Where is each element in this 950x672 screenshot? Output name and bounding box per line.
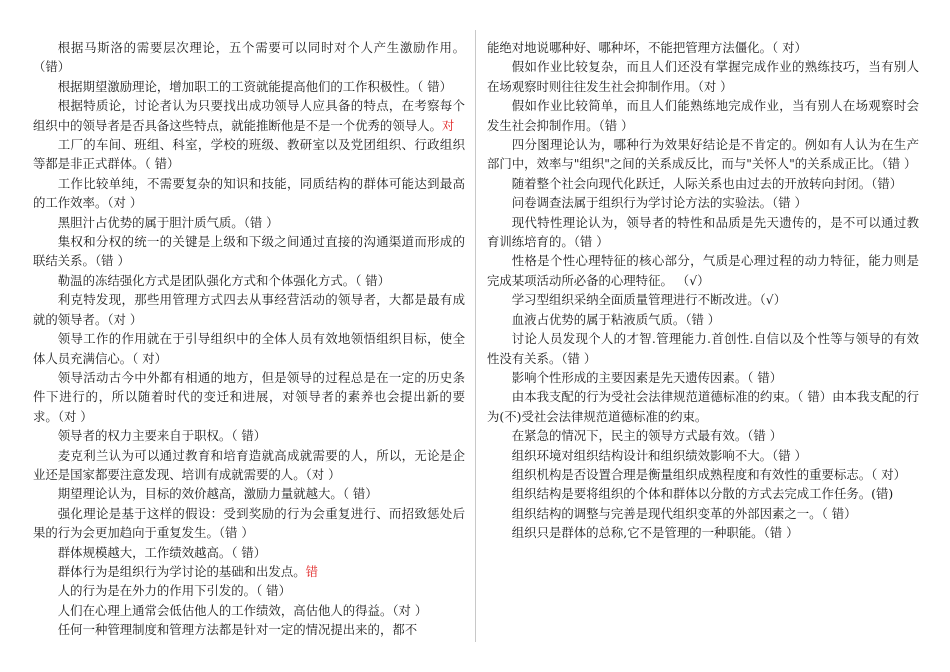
statement-text: 根据特质论，讨论者认为只要找出成功领导人应具备的特点，在考察每个组织中的领导者是否具备这些特点，就能推断他是不是一个优秀的领导人。 — [33, 98, 465, 133]
statement-text: 集权和分权的统一的关键是上级和下级之间通过直接的沟通渠道而形成的联结关系。（错 ） — [33, 234, 465, 269]
statement-paragraph — [33, 329, 465, 368]
statement-paragraph — [487, 290, 919, 309]
statement-text: 任何一种管理制度和管理方法都是针对一定的情况提出来的，都不 — [57, 622, 418, 638]
statement-text: 工厂的车间、班组、科室，学校的班级、教研室以及党团组织、行政组织等都是非正式群体。（ 错） — [33, 137, 465, 172]
statement-text: 勒温的冻结强化方式是团队强化方式和个体强化方式。（ 错） — [57, 272, 391, 288]
statement-text: 在紧急的情况下，民主的领导方式最有效。（错 ） — [511, 428, 783, 444]
statement-text: 组织机构是否设置合理是衡量组织成熟程度和有效性的重要标志。（ 对） — [511, 466, 907, 482]
statement-text: 群体规模越大，工作绩效越高。（ 错） — [57, 544, 267, 560]
statement-text: 工作比较单纯，不需要复杂的知识和技能，同质结构的群体可能达到最高的工作效率。（对 ） — [33, 175, 465, 211]
statement-paragraph — [487, 368, 919, 387]
statement-text: 根据马斯洛的需要层次理论，五个需要可以同时对个人产生激励作用。（错） — [33, 40, 465, 75]
left-column — [33, 38, 465, 640]
statement-text: 期望理论认为，目标的效价越高，激励力量就越大。（ 错） — [57, 486, 378, 502]
statement-text: 问卷调查法属于组织行为学讨论方法的实验法。（错 ） — [511, 195, 807, 211]
statement-text: 组织结构的调整与完善是现代组织变革的外部因素之一。（ 错） — [511, 505, 857, 521]
statement-paragraph — [487, 174, 919, 193]
statement-paragraph — [33, 38, 465, 77]
statement-paragraph — [487, 484, 919, 503]
statement-paragraph — [33, 96, 465, 135]
statement-paragraph — [33, 368, 465, 426]
statement-paragraph — [33, 135, 465, 174]
statement-paragraph — [487, 329, 919, 368]
statement-paragraph — [33, 543, 465, 562]
statement-paragraph — [33, 426, 465, 445]
statement-paragraph — [33, 601, 465, 620]
answer-mark: 错 — [305, 563, 318, 579]
statement-text: 领导活动古今中外都有相通的地方，但是领导的过程总是在一定的历史条件下进行的，所以随着时代的变迁和进展，对领导者的素养也会提出新的要求。（对 ） — [33, 369, 465, 424]
statement-text: 性格是个性心理特征的核心部分，气质是心理过程的动力特征，能力则是完成某项活动所必备的心理特征。 （√） — [487, 253, 919, 288]
statement-paragraph — [487, 465, 919, 484]
answer-mark: 对 — [441, 117, 455, 133]
statement-text: 利克特发现，那些用管理方式四去从事经营活动的领导者，大都是最有成就的领导者。（对 ） — [33, 292, 465, 327]
statement-text: 假如作业比较简单，而且人们能熟练地完成作业，当有别人在场观察时会发生社会抑制作用。（错 ） — [487, 98, 919, 133]
statement-paragraph — [33, 174, 465, 213]
statement-text: 血液占优势的属于粘液质气质。（错 ） — [511, 311, 721, 327]
statement-text: 影响个性形成的主要因素是先天遗传因素。（ 错） — [511, 369, 783, 385]
statement-paragraph — [33, 271, 465, 290]
statement-text: 由本我支配的行为受社会法律规范道德标准的约束。（ 错）由本我支配的行为(不)受社会法律规范道德标准的约束。 — [487, 389, 919, 424]
statement-text: 黑胆汁占优势的属于胆汁质气质。（错 ） — [57, 214, 279, 230]
statement-text: 四分图理论认为，哪种行为效果好结论是不肯定的。例如有人认为在生产部门中，效率与"组织"之间的关系成反比，而与"关怀人"的关系成正比。（错 ） — [487, 137, 919, 172]
right-column — [487, 38, 919, 543]
statement-text: 人们在心理上通常会低估他人的工作绩效，高估他人的得益。（对 ） — [57, 602, 428, 618]
statement-paragraph — [33, 446, 465, 485]
statement-text: 人的行为是在外力的作用下引发的。（ 错） — [57, 583, 291, 599]
statement-paragraph — [487, 426, 919, 445]
statement-paragraph — [33, 232, 465, 271]
statement-text: 假如作业比较复杂，而且人们还没有掌握完成作业的熟练技巧，当有别人在场观察时则往往发生社会抑制作用。（对 ） — [487, 59, 919, 94]
statement-paragraph — [487, 135, 919, 174]
statement-paragraph — [487, 57, 919, 96]
statement-paragraph — [487, 213, 919, 252]
statement-paragraph — [487, 38, 919, 57]
statement-paragraph — [487, 523, 919, 542]
statement-paragraph — [487, 96, 919, 135]
statement-text: 组织结构是要将组织的个体和群体以分散的方式去完成工作任务。(错) — [511, 486, 894, 502]
column-divider — [475, 30, 476, 642]
statement-paragraph — [487, 446, 919, 465]
statement-text: 现代特性理论认为，领导者的特性和品质是先天遗传的，是不可以通过教育训练培育的。（错 ） — [487, 214, 919, 250]
statement-text: 领导工作的作用就在于引导组织中的全体人员有效地领悟组织目标，使全体人员充满信心。（ 对） — [33, 331, 465, 366]
statement-paragraph — [487, 193, 919, 212]
statement-paragraph — [33, 581, 465, 600]
statement-paragraph — [33, 213, 465, 232]
statement-paragraph — [33, 290, 465, 329]
statement-text: 根据期望激励理论，增加职工的工资就能提高他们的工作积极性。（ 错） — [57, 78, 453, 94]
statement-paragraph — [33, 620, 465, 639]
statement-text: 麦克利兰认为可以通过教育和培育造就高成就需要的人，所以，无论是企业还是国家都要注意发现、培训有成就需要的人。（对 ） — [33, 447, 465, 482]
statement-text: 组织环境对组织结构设计和组织绩效影响不大。（错 ） — [511, 447, 807, 463]
statement-paragraph — [487, 504, 919, 523]
statement-text: 讨论人员发现个人的才智.管理能力.首创性.自信以及个性等与领导的有效性没有关系。（错 ） — [487, 331, 919, 366]
statement-text: 强化理论是基于这样的假设：受到奖励的行为会重复进行、而招致惩处后果的行为会更加趋向于重复发生。（错 ） — [33, 505, 465, 541]
statement-text: 学习型组织采纳全面质量管理进行不断改进。（√） — [511, 292, 787, 308]
statement-paragraph — [487, 310, 919, 329]
statement-paragraph — [487, 387, 919, 426]
statement-text: 能绝对地说哪种好、哪种坏，不能把管理方法僵化。（ 对） — [487, 40, 807, 55]
statement-text: 组织只是群体的总称,它不是管理的一种职能。（错 ） — [511, 525, 799, 541]
statement-text: 随着整个社会向现代化跃迁，人际关系也由过去的开放转向封闭。（错） — [511, 175, 903, 191]
statement-paragraph — [33, 77, 465, 96]
statement-text: 群体行为是组织行为学讨论的基础和出发点。 — [57, 563, 306, 579]
statement-paragraph — [33, 504, 465, 543]
statement-paragraph — [33, 562, 465, 581]
statement-paragraph — [487, 251, 919, 290]
statement-paragraph — [33, 484, 465, 503]
statement-text: 领导者的权力主要来自于职权。（ 错） — [57, 428, 267, 444]
